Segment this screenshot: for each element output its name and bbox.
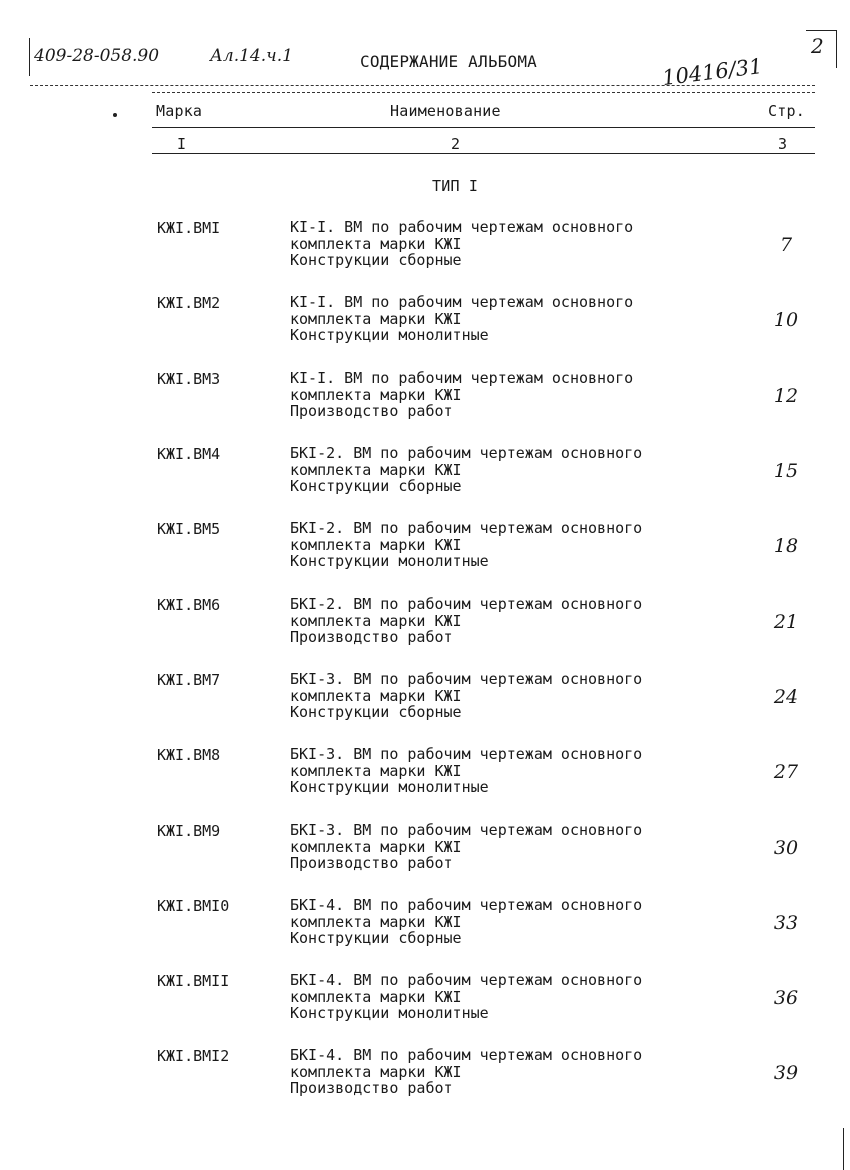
entry-title-line-3: Производство работ [290,854,453,872]
entry-title-line-2: комплекта марки КЖI [290,1062,462,1081]
entry-code: КЖI.ВМ3 [157,370,221,388]
entry-title-line-3: Производство работ [290,402,453,420]
table-column-rule [152,153,815,154]
page-box-top [806,30,836,31]
entry-title-line-2: комплекта марки КЖI [290,611,462,630]
entry-page-number: 7 [779,234,793,256]
page-title: СОДЕРЖАНИЕ АЛЬБОМА [360,52,537,71]
entry-title [290,746,642,796]
list-item [0,972,850,1042]
entry-page-number: 18 [773,535,799,557]
column-number-3: 3 [778,135,788,153]
entry-title [290,294,633,344]
list-item [0,746,850,816]
entry-title-line-3: Конструкции монолитные [290,326,489,344]
entry-title [290,370,633,420]
entry-code: КЖI.ВМI2 [157,1047,230,1065]
entry-title-line-2: комплекта марки КЖI [290,837,462,856]
entry-page-number: 30 [773,837,799,859]
section-title: ТИП I [432,177,479,195]
header-rule-top [30,85,815,86]
header-rule-bottom [152,92,815,93]
entry-title [290,671,642,721]
entry-code: КЖI.ВМ7 [157,671,221,689]
inventory-number: 10416/31 [660,53,764,91]
entry-title-line-1: БКI-3. ВМ по рабочим чертежам основного [290,670,643,688]
entry-title-line-2: комплекта марки КЖI [290,987,462,1006]
column-number-1: I [177,135,187,153]
left-frame-mark [29,38,30,76]
entry-title-line-1: КI-I. ВМ по рабочим чертежам основного [290,369,634,387]
entry-title-line-3: Конструкции сборные [290,929,462,947]
entry-title-line-3: Конструкции монолитные [290,1004,489,1022]
list-item [0,1047,850,1117]
column-number-2: 2 [451,135,461,153]
entry-title [290,897,642,947]
list-item [0,822,850,892]
entry-title-line-3: Конструкции сборные [290,251,462,269]
column-header-name: Наименование [390,102,501,120]
entry-code: КЖI.ВМ4 [157,445,221,463]
entry-title-line-1: БКI-2. ВМ по рабочим чертежам основного [290,519,643,537]
entry-title-line-1: БКI-2. ВМ по рабочим чертежам основного [290,595,643,613]
entry-title [290,1047,642,1097]
entry-page-number: 21 [773,611,799,633]
entry-page-number: 24 [773,686,799,708]
entry-title-line-1: КI-I. ВМ по рабочим чертежам основного [290,218,634,236]
entry-page-number: 12 [773,385,799,407]
entry-page-number: 10 [773,309,799,331]
entry-title-line-3: Конструкции сборные [290,477,462,495]
right-edge-mark [843,1128,844,1170]
entry-title [290,972,642,1022]
entry-title-line-3: Конструкции монолитные [290,552,489,570]
entry-code: КЖI.ВМII [157,972,230,990]
list-item [0,671,850,741]
entry-title-line-1: КI-I. ВМ по рабочим чертежам основного [290,293,634,311]
entry-code: КЖI.ВМI0 [157,897,230,915]
list-item [0,520,850,590]
entry-title [290,219,633,269]
entry-title-line-2: комплекта марки КЖI [290,761,462,780]
list-item [0,294,850,364]
entry-page-number: 27 [773,761,799,783]
entry-title-line-2: комплекта марки КЖI [290,912,462,931]
entry-title-line-3: Производство работ [290,628,453,646]
list-item [0,445,850,515]
entry-title-line-1: БКI-4. ВМ по рабочим чертежам основного [290,896,643,914]
entry-page-number: 15 [773,460,799,482]
entry-title-line-2: комплекта марки КЖI [290,385,462,404]
entry-title-line-1: БКI-3. ВМ по рабочим чертежам основного [290,821,643,839]
entry-code: КЖI.ВМ9 [157,822,221,840]
entry-title-line-1: БКI-3. ВМ по рабочим чертежам основного [290,745,643,763]
entry-title-line-2: комплекта марки КЖI [290,309,462,328]
entry-page-number: 36 [773,987,799,1009]
margin-dot [113,113,117,117]
sheet-ref: Ал.14.ч.1 [210,46,293,66]
doc-number: 409-28-058.90 [34,46,160,66]
entry-title-line-1: БКI-4. ВМ по рабочим чертежам основного [290,1046,643,1064]
page-number: 2 [811,34,824,58]
entry-title-line-1: БКI-4. ВМ по рабочим чертежам основного [290,971,643,989]
entry-title [290,596,642,646]
table-header-rule [152,127,815,128]
entry-code: КЖI.ВМ6 [157,596,221,614]
entry-title-line-2: комплекта марки КЖI [290,234,462,253]
list-item [0,897,850,967]
entry-code: КЖI.ВМ2 [157,294,221,312]
list-item [0,219,850,289]
entry-title-line-2: комплекта марки КЖI [290,686,462,705]
column-header-page: Стр. [768,102,805,120]
entry-page-number: 33 [773,912,799,934]
entry-code: КЖI.ВМ8 [157,746,221,764]
entry-title-line-3: Конструкции сборные [290,703,462,721]
entry-code: КЖI.ВМ5 [157,520,221,538]
entry-code: КЖI.ВМI [157,219,221,237]
entry-title-line-2: комплекта марки КЖI [290,535,462,554]
entry-title [290,445,642,495]
list-item [0,370,850,440]
list-item [0,596,850,666]
entry-title [290,520,642,570]
entry-title-line-3: Конструкции монолитные [290,778,489,796]
entry-title [290,822,642,872]
column-header-mark: Марка [156,102,203,120]
entry-title-line-2: комплекта марки КЖI [290,460,462,479]
entry-title-line-1: БКI-2. ВМ по рабочим чертежам основного [290,444,643,462]
entry-title-line-3: Производство работ [290,1079,453,1097]
entry-page-number: 39 [773,1062,799,1084]
page-box-right [836,30,837,68]
